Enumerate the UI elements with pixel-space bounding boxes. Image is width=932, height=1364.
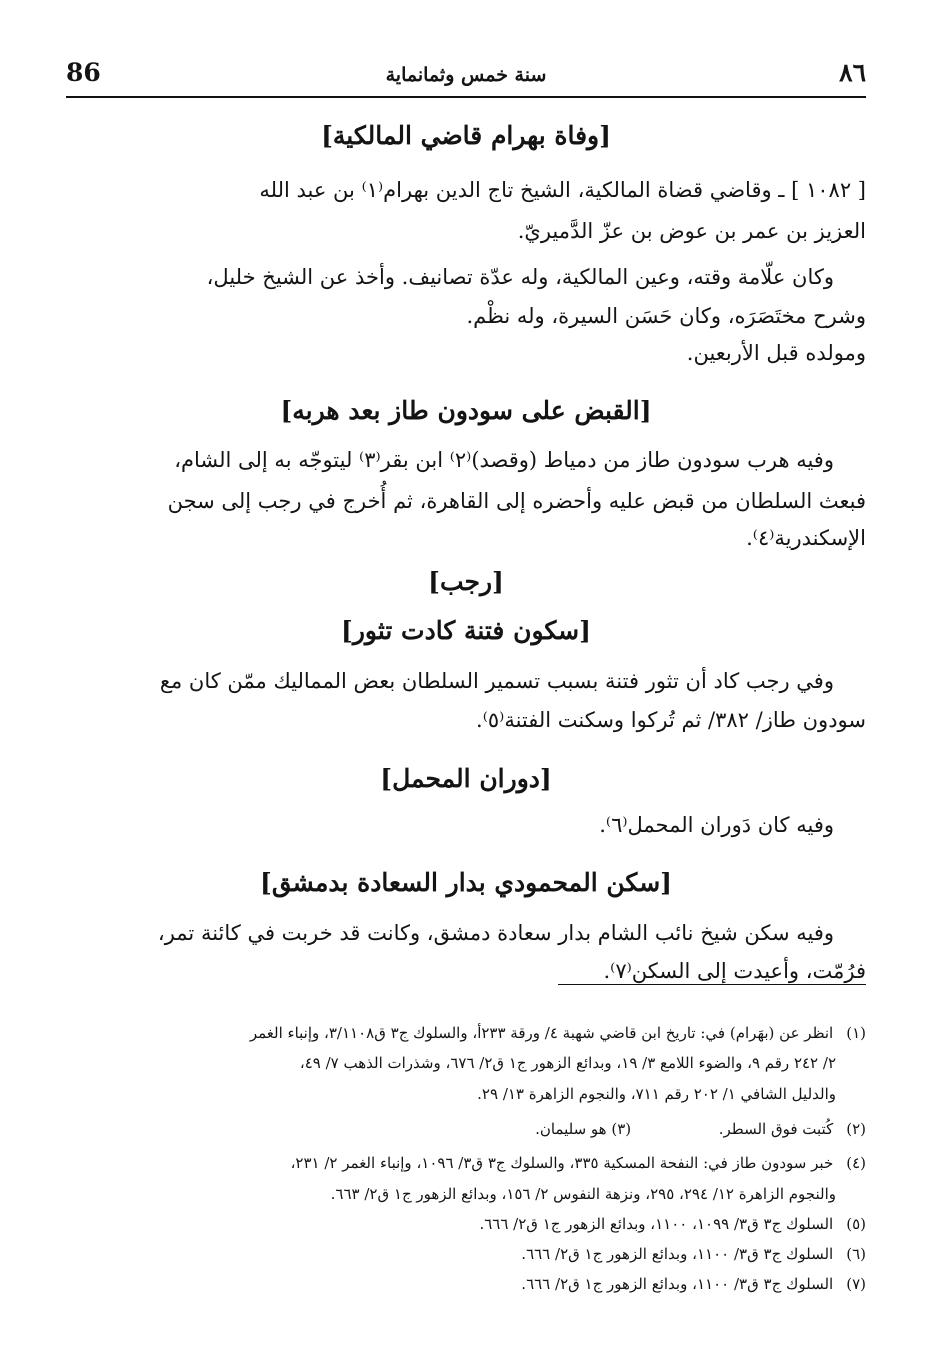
footnote-text: هو سليمان. bbox=[535, 1120, 607, 1138]
paragraph-line: وكان علّامة وقته، وعين المالكية، وله عدّة تصانيف. وأخذ عن الشيخ خليل، bbox=[206, 265, 834, 289]
footnote-line bbox=[66, 1149, 866, 1177]
paragraph-line: ومولده قبل الأربعين. bbox=[686, 341, 866, 365]
footnote-text: خبر سودون طاز في: النفحة المسكية ٣٣٥، والسلوك ج٣ ق٣/ ١٠٩٦، وإنباء الغمر ٢/ ٢٣١، bbox=[290, 1154, 834, 1172]
running-header bbox=[66, 58, 866, 92]
footnote-text: السلوك ج٣ ق٣/ ١١٠٠، وبدائع الزهور ج١ ق٢/ ٦٦٦. bbox=[521, 1275, 834, 1293]
month-heading: [رجب] bbox=[428, 567, 504, 596]
paragraph-line: وفي رجب كاد أن تثور فتنة بسبب تسمير السلطان بعض المماليك ممّن كان مع bbox=[159, 669, 834, 693]
footnote-line bbox=[66, 1019, 866, 1047]
footnote-line bbox=[66, 1115, 866, 1143]
paragraph-line: [ ١٠٨٢ ] ـ وقاضي قضاة المالكية، الشيخ تاج الدين بهرام⁽١⁾ بن عبد الله bbox=[259, 178, 866, 202]
footnote-number: (٤) bbox=[846, 1154, 866, 1172]
footnote-line bbox=[66, 1270, 866, 1298]
footnote-line bbox=[66, 1210, 866, 1238]
paragraph-line: وشرح مختَصَرَه، وكان حَسَن السيرة، وله نظْم. bbox=[466, 304, 866, 328]
page-number-latin: 86 bbox=[66, 58, 101, 87]
paragraph-line: سودون طاز/ ٣٨٢/ ثم تُركوا وسكنت الفتنة⁽٥⁾. bbox=[476, 708, 866, 732]
footnote-line: ٢/ ٢٤٢ رقم ٩، والضوء اللامع ٣/ ١٩، وبدائع الزهور ج١ ق٢/ ٦٧٦، وشذرات الذهب ٧/ ٤٩، bbox=[299, 1054, 836, 1072]
header-rule bbox=[66, 96, 866, 98]
paragraph-line: وفيه هرب سودون طاز من دمياط (وقصد)⁽٢⁾ ابن بقر⁽٣⁾ ليتوجّه به إلى الشام، bbox=[174, 448, 834, 472]
footnote-text: السلوك ج٣ ق٣/ ١١٠٠، وبدائع الزهور ج١ ق٢/ ٦٦٦. bbox=[521, 1245, 834, 1263]
paragraph-line: فبعث السلطان من قبض عليه وأحضره إلى القاهرة، ثم أُخرج في رجب إلى سجن bbox=[167, 489, 866, 513]
running-title: سنة خمس وثمانماية bbox=[385, 64, 547, 86]
footnote-line: والدليل الشافي ١/ ٢٠٢ رقم ٧١١، والنجوم الزاهرة ١٣/ ٢٩. bbox=[477, 1085, 836, 1103]
page-number-arabic: ٨٦ bbox=[839, 58, 866, 87]
footnote-number: (٥) bbox=[846, 1215, 866, 1233]
footnote-number: (٢) bbox=[846, 1120, 866, 1138]
section-heading: [وفاة بهرام قاضي المالكية] bbox=[321, 121, 611, 150]
footnote-text: كُتبت فوق السطر. bbox=[718, 1120, 834, 1138]
paragraph-line: وفيه كان دَوران المحمل⁽٦⁾. bbox=[599, 813, 834, 837]
footnote-text: انظر عن (بهَرام) في: تاريخ ابن قاضي شهبة ٤/ ورقة ٢٣٣أ، والسلوك ج٣ ق٣/١١٠٨، وإنباء الغمر bbox=[249, 1024, 834, 1042]
footnote-line bbox=[66, 1240, 866, 1268]
paragraph-line: العزيز بن عمر بن عوض بن عزّ الدَّميريّ. bbox=[517, 219, 866, 243]
footnote-number: (٧) bbox=[846, 1275, 866, 1293]
section-heading: [القبض على سودون طاز بعد هربه] bbox=[280, 396, 652, 425]
footnote-rule bbox=[558, 984, 866, 985]
section-heading: [دوران المحمل] bbox=[380, 764, 552, 793]
section-heading: [سكون فتنة كادت تثور] bbox=[341, 616, 591, 645]
footnote-number: (٦) bbox=[846, 1245, 866, 1263]
paragraph-line: الإسكندرية⁽٤⁾. bbox=[746, 526, 866, 550]
footnote-number: (١) bbox=[846, 1024, 866, 1042]
footnote-number: (٣) bbox=[611, 1120, 632, 1138]
footnote-line: والنجوم الزاهرة ١٢/ ٢٩٤، ٢٩٥، ونزهة النفوس ٢/ ١٥٦، وبدائع الزهور ج١ ق٢/ ٦٦٣. bbox=[330, 1185, 836, 1203]
paragraph-line: فرُمّت، وأعيدت إلى السكن⁽٧⁾. bbox=[603, 959, 866, 983]
section-heading: [سكن المحمودي بدار السعادة بدمشق] bbox=[260, 868, 672, 897]
paragraph-line: وفيه سكن شيخ نائب الشام بدار سعادة دمشق، وكانت قد خربت في كائنة تمر، bbox=[157, 921, 834, 945]
footnote-text: السلوك ج٣ ق٣/ ١٠٩٩، ١١٠٠، وبدائع الزهور ج١ ق٢/ ٦٦٦. bbox=[479, 1215, 834, 1233]
